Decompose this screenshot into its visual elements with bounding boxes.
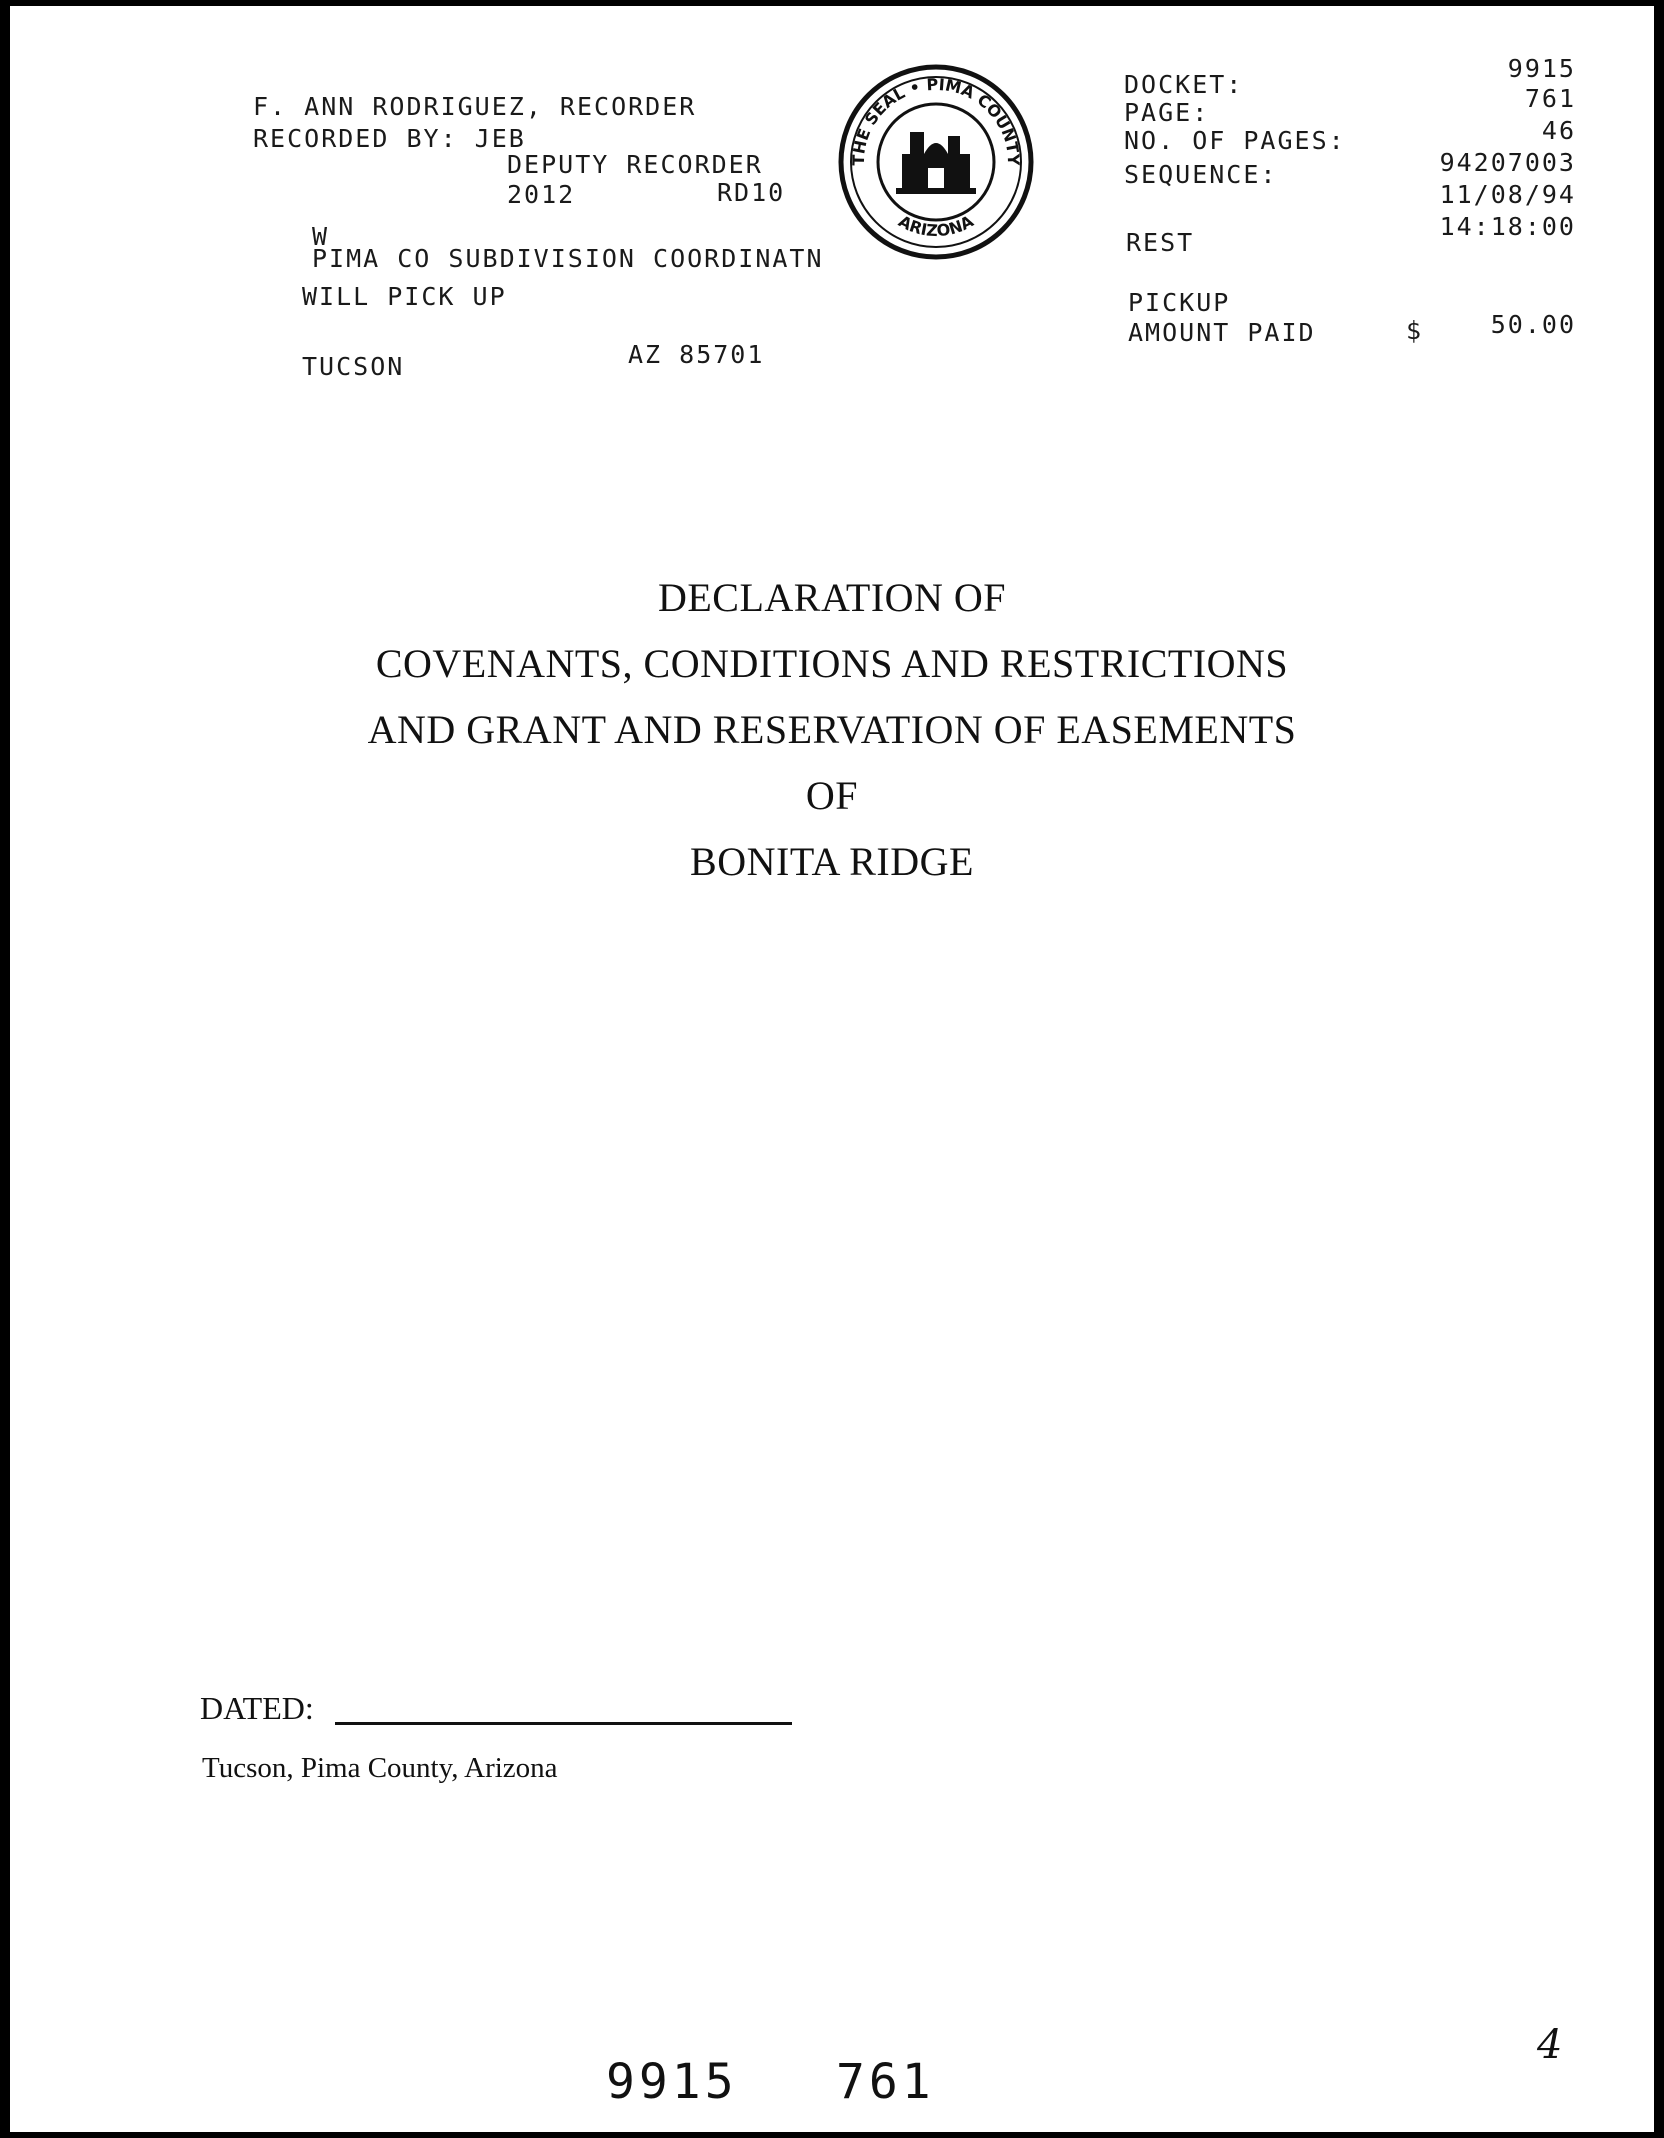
currency-symbol: $ xyxy=(1406,316,1424,345)
title-line-3: AND GRANT AND RESERVATION OF EASEMENTS xyxy=(367,707,1297,752)
recorder-name: F. ANN RODRIGUEZ, RECORDER xyxy=(253,92,697,121)
code-number: 2012 xyxy=(507,180,576,209)
title-line-2: COVENANTS, CONDITIONS AND RESTRICTIONS xyxy=(375,641,1289,686)
svg-text:ARIZONA: ARIZONA xyxy=(895,211,977,241)
title-line-4: OF xyxy=(805,773,859,818)
deputy-recorder: DEPUTY RECORDER xyxy=(507,150,763,179)
sequence-label: SEQUENCE: xyxy=(1124,160,1278,189)
docket-label: DOCKET: xyxy=(1124,70,1244,99)
no-of-pages-label: NO. OF PAGES: xyxy=(1124,126,1346,155)
code-rd: RD10 xyxy=(717,178,786,207)
page-value: 761 xyxy=(1524,84,1576,113)
title-line-5: BONITA RIDGE xyxy=(690,839,974,884)
pickup-note: WILL PICK UP xyxy=(302,282,507,311)
recorded-by: RECORDED BY: JEB xyxy=(253,124,526,153)
page-label: PAGE: xyxy=(1124,98,1210,127)
document-page xyxy=(10,6,1654,2132)
dated-signature-line xyxy=(335,1722,792,1725)
recorded-time: 14:18:00 xyxy=(1439,212,1576,241)
title-line-1: DECLARATION OF xyxy=(657,575,1007,620)
state-zip: AZ 85701 xyxy=(628,340,765,369)
rest-label: REST xyxy=(1126,228,1195,257)
amount-paid-value: 50.00 xyxy=(1490,310,1576,339)
place-of-record: Tucson, Pima County, Arizona xyxy=(202,1752,558,1784)
pickup-label: PICKUP xyxy=(1128,288,1231,317)
svg-text:THE SEAL • PIMA COUNTY: THE SEAL • PIMA COUNTY xyxy=(848,74,1024,166)
docket-value: 9915 xyxy=(1507,54,1576,83)
amount-paid-label: AMOUNT PAID xyxy=(1128,318,1316,347)
w-mark: W xyxy=(312,222,330,251)
dated-label: DATED: xyxy=(200,1690,314,1726)
addressee: PIMA CO SUBDIVISION COORDINATN xyxy=(312,244,824,273)
recorded-date: 11/08/94 xyxy=(1439,180,1576,209)
no-of-pages-value: 46 xyxy=(1541,116,1576,145)
page-stamp: 761 xyxy=(836,2054,935,2110)
county-seal-icon xyxy=(836,62,1036,262)
sequence-value: 94207003 xyxy=(1439,148,1576,177)
city: TUCSON xyxy=(302,352,405,381)
docket-stamp: 9915 xyxy=(606,2054,738,2110)
handwritten-page-mark: 4 xyxy=(1537,2022,1563,2068)
